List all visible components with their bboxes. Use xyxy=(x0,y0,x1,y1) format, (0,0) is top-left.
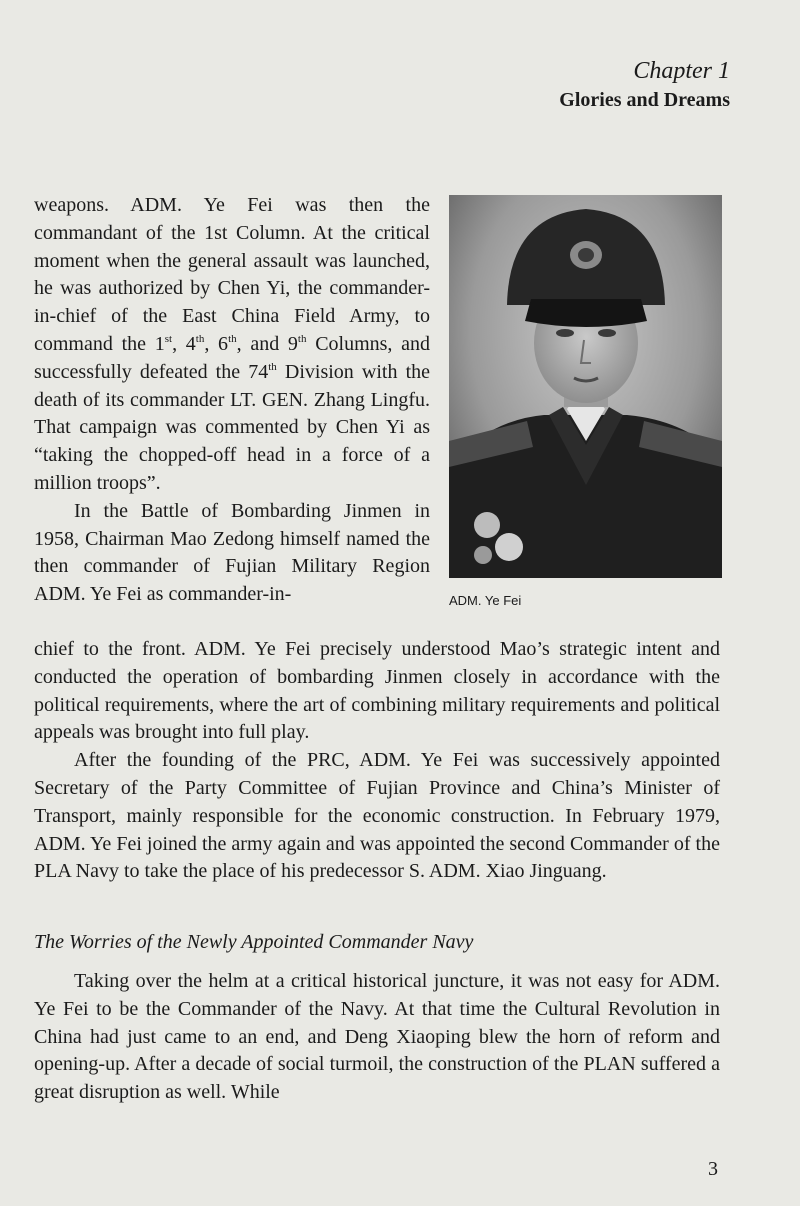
full-width-text-block xyxy=(34,636,720,886)
portrait-photo xyxy=(449,195,722,578)
text-run: , and 9 xyxy=(236,332,298,355)
text-run: , 6 xyxy=(204,332,229,355)
ordinal-suffix: th xyxy=(228,332,237,345)
text-run: , 4 xyxy=(172,332,196,355)
figure-caption: ADM. Ye Fei xyxy=(449,593,522,608)
text-run: Division with the death of its commander LT. GEN. Zhang Lingfu. That campaign was commented by Chen Yi as “taking the chopped-off head in a force of a million troops”. xyxy=(34,360,430,494)
portrait-figure xyxy=(449,195,722,608)
ordinal-suffix: th xyxy=(297,332,307,345)
section-heading: The Worries of the Newly Appointed Commander Navy xyxy=(34,931,474,953)
paragraph-2-end: chief to the front. ADM. Ye Fei precisely understood Mao’s strategic intent and conducted the operation of bombarding Jinmen closely in accordance with the political requirements, where the art of combining military requirements and political appeals was brought into full play. xyxy=(34,638,720,744)
paragraph-3: After the founding of the PRC, ADM. Ye Fei was successively appointed Secretary of the Party Committee of Fujian Province and China’s Minister of Transport, mainly responsible for the economic construction. In February 1979, ADM. Ye Fei joined the army again and was appointed the second Commander of the PLA Navy to take the place of his predecessor S. ADM. Xiao Jinguang. xyxy=(34,749,720,883)
text-run: weapons. ADM. Ye Fei was then the commandant of the 1st Column. At the critical moment when the general assault was launched, he was authorized by Chen Yi, the commander-in-chief of the East China Field Army, to command the 1 xyxy=(34,194,430,355)
chapter-number: Chapter 1 xyxy=(633,58,730,84)
ordinal-suffix: th xyxy=(195,332,205,345)
paragraph-1 xyxy=(34,192,430,498)
paragraph-4: Taking over the helm at a critical historical juncture, it was not easy for ADM. Ye Fei to be the Commander of the Navy. At that time the Cultural Revolution in China had just came to an end, and Deng Xiaoping blew the horn of reform and opening-up. After a decade of social turmoil, the construction of the PLAN suffered a great disruption as well. While xyxy=(34,970,720,1104)
paragraph-2-start: In the Battle of Bombarding Jinmen in 1958, Chairman Mao Zedong himself named the then commander of Fujian Military Region ADM. Ye Fei as commander-in- xyxy=(34,499,430,606)
running-head xyxy=(559,56,730,114)
text-run: Columns, and successfully defeated the 74 xyxy=(34,332,431,383)
chapter-title: Glories and Dreams xyxy=(559,89,730,111)
ordinal-suffix: th xyxy=(268,360,277,373)
ordinal-suffix: st xyxy=(164,332,173,345)
section-text-block xyxy=(34,968,720,1107)
page-number: 3 xyxy=(708,1158,718,1180)
wrapped-text-column xyxy=(34,192,430,609)
